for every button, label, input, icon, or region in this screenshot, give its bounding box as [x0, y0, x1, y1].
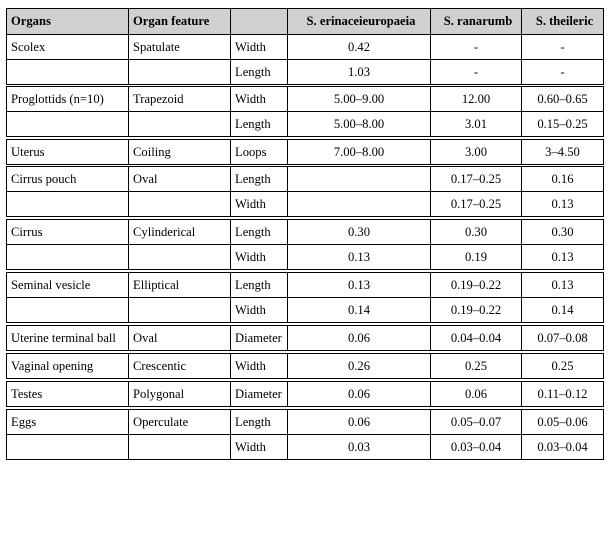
feature-cell: Spatulate: [129, 35, 231, 60]
sp1-cell: [288, 192, 431, 219]
table-row: [7, 218, 604, 245]
sp3-cell: 0.15–0.25: [522, 112, 604, 139]
sp2-cell: 0.19–0.22: [431, 271, 522, 298]
organ-cell: Scolex: [7, 35, 129, 60]
sp1-cell: 0.26: [288, 352, 431, 380]
feature-cell: [129, 298, 231, 325]
sp2-cell: 0.30: [431, 218, 522, 245]
feature-cell: [129, 435, 231, 460]
sp3-cell: 0.05–0.06: [522, 408, 604, 435]
sp1-cell: 0.42: [288, 35, 431, 60]
sp1-cell: 0.06: [288, 408, 431, 435]
organ-cell: Eggs: [7, 408, 129, 435]
feature-cell: Cylinderical: [129, 218, 231, 245]
sp3-cell: 0.11–0.12: [522, 380, 604, 408]
header-s-ranarum: S. ranarumb: [431, 9, 522, 35]
table-row: [7, 166, 604, 192]
organ-cell: [7, 60, 129, 86]
organ-measurements-table: [6, 8, 604, 460]
feature-cell: Coiling: [129, 138, 231, 166]
measure-cell: Length: [231, 60, 288, 86]
table-row: [7, 271, 604, 298]
sp1-cell: 5.00–8.00: [288, 112, 431, 139]
table-row: [7, 298, 604, 325]
sp3-cell: 0.07–0.08: [522, 324, 604, 352]
sp1-cell: 0.14: [288, 298, 431, 325]
measure-cell: Width: [231, 435, 288, 460]
table-row: [7, 192, 604, 219]
sp2-cell: 3.01: [431, 112, 522, 139]
sp2-cell: 0.04–0.04: [431, 324, 522, 352]
feature-cell: [129, 245, 231, 272]
feature-cell: [129, 60, 231, 86]
sp2-cell: 3.00: [431, 138, 522, 166]
organ-cell: [7, 435, 129, 460]
table-row: [7, 86, 604, 112]
measure-cell: Width: [231, 192, 288, 219]
sp3-cell: 0.13: [522, 192, 604, 219]
sp2-cell: 0.17–0.25: [431, 166, 522, 192]
sp1-cell: 0.06: [288, 324, 431, 352]
sp2-cell: 0.25: [431, 352, 522, 380]
header-s-erinaceieuropaei: S. erinaceieuropaeia: [288, 9, 431, 35]
sp3-cell: 0.25: [522, 352, 604, 380]
organ-cell: Cirrus pouch: [7, 166, 129, 192]
sp1-cell: 7.00–8.00: [288, 138, 431, 166]
measure-cell: Length: [231, 112, 288, 139]
table-row: [7, 245, 604, 272]
sp3-cell: 0.14: [522, 298, 604, 325]
table-row: [7, 112, 604, 139]
feature-cell: Oval: [129, 166, 231, 192]
organ-cell: Vaginal opening: [7, 352, 129, 380]
measure-cell: Loops: [231, 138, 288, 166]
header-row: [7, 9, 604, 35]
organ-cell: [7, 245, 129, 272]
table-row: [7, 138, 604, 166]
sp2-cell: 12.00: [431, 86, 522, 112]
measure-cell: Diameter: [231, 380, 288, 408]
feature-cell: Elliptical: [129, 271, 231, 298]
table-row: [7, 408, 604, 435]
measure-cell: Length: [231, 271, 288, 298]
sp3-cell: 0.30: [522, 218, 604, 245]
measure-cell: Length: [231, 408, 288, 435]
measure-cell: Width: [231, 352, 288, 380]
organ-cell: Testes: [7, 380, 129, 408]
feature-cell: Trapezoid: [129, 86, 231, 112]
sp2-cell: -: [431, 35, 522, 60]
sp1-cell: 0.06: [288, 380, 431, 408]
sp1-cell: 0.13: [288, 271, 431, 298]
organ-cell: Uterus: [7, 138, 129, 166]
organ-cell: Cirrus: [7, 218, 129, 245]
sp3-cell: 0.60–0.65: [522, 86, 604, 112]
sp1-cell: 0.13: [288, 245, 431, 272]
table-row: [7, 435, 604, 460]
sp3-cell: 0.13: [522, 245, 604, 272]
organ-cell: Seminal vesicle: [7, 271, 129, 298]
sp3-cell: 0.13: [522, 271, 604, 298]
organ-cell: Uterine terminal ball: [7, 324, 129, 352]
feature-cell: [129, 112, 231, 139]
sp1-cell: 0.30: [288, 218, 431, 245]
feature-cell: Crescentic: [129, 352, 231, 380]
organ-cell: [7, 298, 129, 325]
header-organs: Organs: [7, 9, 129, 35]
sp2-cell: 0.05–0.07: [431, 408, 522, 435]
header-organ-feature: Organ feature: [129, 9, 231, 35]
sp2-cell: 0.03–0.04: [431, 435, 522, 460]
header-s-theileri: S. theileric: [522, 9, 604, 35]
feature-cell: Oval: [129, 324, 231, 352]
sp3-cell: -: [522, 35, 604, 60]
sp1-cell: 5.00–9.00: [288, 86, 431, 112]
measure-cell: Width: [231, 298, 288, 325]
table-row: [7, 352, 604, 380]
sp2-cell: 0.17–0.25: [431, 192, 522, 219]
sp2-cell: 0.19–0.22: [431, 298, 522, 325]
measure-cell: Width: [231, 35, 288, 60]
measure-cell: Diameter: [231, 324, 288, 352]
table-row: [7, 60, 604, 86]
sp3-cell: 0.16: [522, 166, 604, 192]
sp2-cell: -: [431, 60, 522, 86]
sp2-cell: 0.06: [431, 380, 522, 408]
feature-cell: Operculate: [129, 408, 231, 435]
measure-cell: Width: [231, 86, 288, 112]
organ-cell: [7, 192, 129, 219]
feature-cell: Polygonal: [129, 380, 231, 408]
feature-cell: [129, 192, 231, 219]
organ-cell: Proglottids (n=10): [7, 86, 129, 112]
table-row: [7, 35, 604, 60]
sp1-cell: [288, 166, 431, 192]
sp3-cell: 3–4.50: [522, 138, 604, 166]
sp2-cell: 0.19: [431, 245, 522, 272]
measure-cell: Width: [231, 245, 288, 272]
sp1-cell: 0.03: [288, 435, 431, 460]
organ-cell: [7, 112, 129, 139]
measure-cell: Length: [231, 166, 288, 192]
sp3-cell: 0.03–0.04: [522, 435, 604, 460]
sp1-cell: 1.03: [288, 60, 431, 86]
header-measure: [231, 9, 288, 35]
sp3-cell: -: [522, 60, 604, 86]
table-row: [7, 324, 604, 352]
measure-cell: Length: [231, 218, 288, 245]
table-row: [7, 380, 604, 408]
